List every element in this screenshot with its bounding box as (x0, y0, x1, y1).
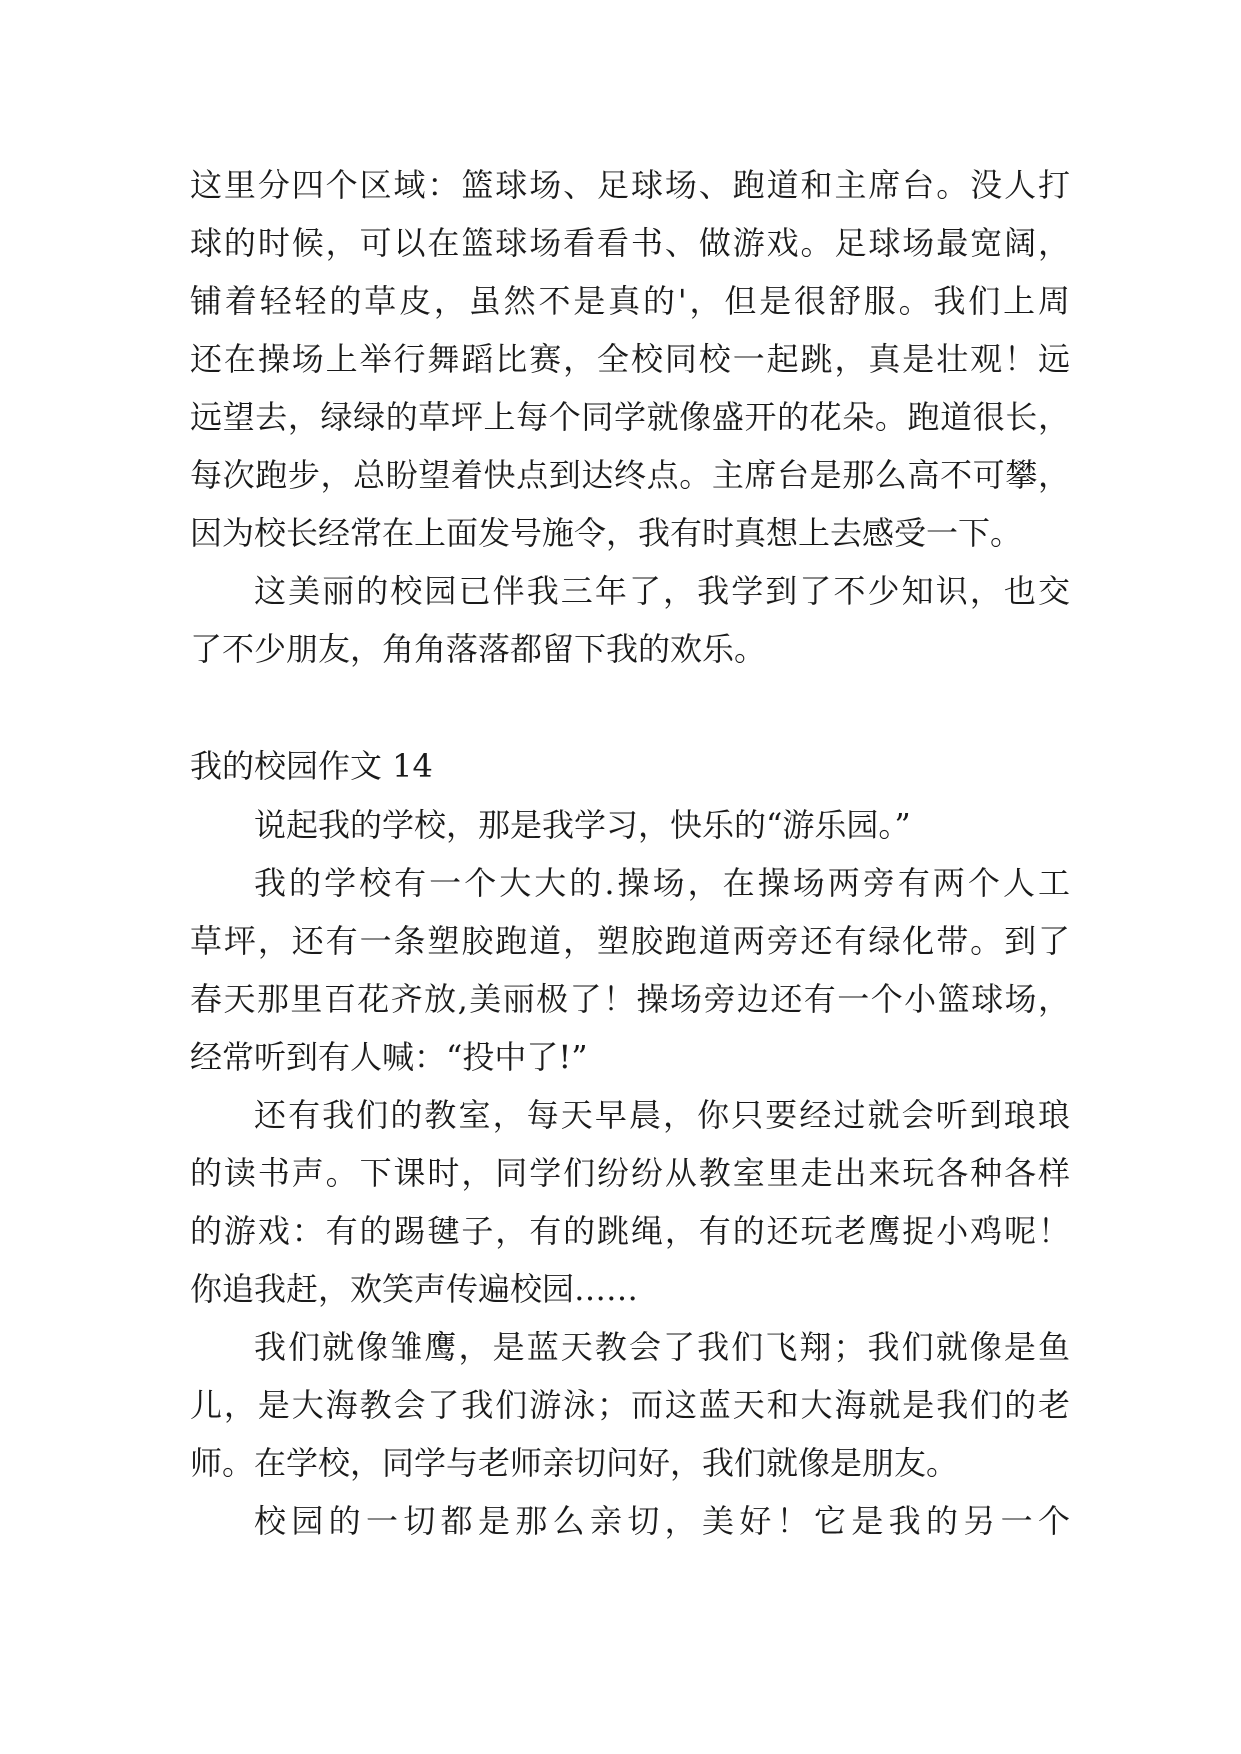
text-line: 我们就像雏鹰，是蓝天教会了我们飞翔；我们就像是鱼 (254, 1328, 1070, 1366)
text-line: 因为校长经常在上面发号施令，我有时真想上去感受一下。 (190, 514, 1023, 552)
essay-heading: 我的校园作文 14 (190, 747, 433, 785)
text-line: 经常听到有人喊：“投中了!” (190, 1038, 588, 1076)
text-line: 这里分四个区域：篮球场、足球场、跑道和主席台。没人打 (190, 166, 1070, 204)
text-line: 这美丽的校园已伴我三年了，我学到了不少知识，也交 (254, 572, 1070, 610)
text-line: 我的学校有一个大大的.操场，在操场两旁有两个人工 (254, 864, 1070, 902)
text-line: 儿，是大海教会了我们游泳；而这蓝天和大海就是我们的老 (190, 1386, 1070, 1424)
text-line: 草坪，还有一条塑胶跑道，塑胶跑道两旁还有绿化带。到了 (190, 922, 1070, 960)
essay-section-2 (190, 796, 1070, 1550)
text-line: 每次跑步，总盼望着快点到达终点。主席台是那么高不可攀， (190, 456, 1070, 494)
text-line: 师。在学校，同学与老师亲切问好，我们就像是朋友。 (190, 1444, 959, 1482)
text-line: 春天那里百花齐放,美丽极了！操场旁边还有一个小篮球场， (190, 980, 1070, 1018)
text-line: 你追我赶，欢笑声传遍校园…… (190, 1270, 639, 1308)
essay-section-1 (190, 156, 1070, 678)
text-line: 铺着轻轻的草皮，虽然不是真的'，但是很舒服。我们上周 (190, 282, 1070, 320)
text-line: 球的时候，可以在篮球场看看书、做游戏。足球场最宽阔， (190, 224, 1070, 262)
text-line: 的读书声。下课时，同学们纷纷从教室里走出来玩各种各样 (190, 1154, 1070, 1192)
text-line: 了不少朋友，角角落落都留下我的欢乐。 (190, 630, 767, 668)
text-line: 说起我的学校，那是我学习，快乐的“游乐园。” (254, 806, 911, 844)
text-line: 的游戏：有的踢毽子，有的跳绳，有的还玩老鹰捉小鸡呢！ (190, 1212, 1070, 1250)
text-line: 还在操场上举行舞蹈比赛，全校同校一起跳，真是壮观！远 (190, 340, 1070, 378)
text-line: 还有我们的教室，每天早晨，你只要经过就会听到琅琅 (254, 1096, 1070, 1134)
text-line: 校园的一切都是那么亲切，美好！它是我的另一个 (254, 1502, 1070, 1540)
text-line: 远望去，绿绿的草坪上每个同学就像盛开的花朵。跑道很长， (190, 398, 1070, 436)
